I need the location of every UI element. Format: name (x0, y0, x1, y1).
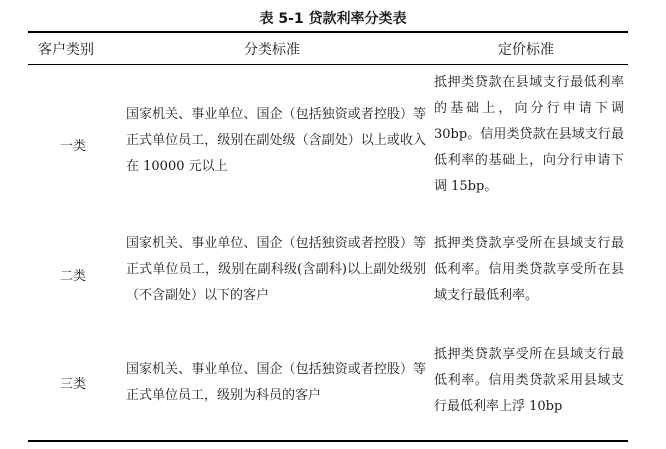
table-bottom-rule (28, 440, 628, 442)
header-category: 客户类别 (38, 42, 94, 58)
row-3-criteria: 国家机关、事业单位、国企（包括独资或者控股）等正式单位员工，级别为科员的客户 (126, 362, 426, 403)
header-pricing: 定价标准 (498, 42, 554, 58)
table-top-rule (28, 31, 628, 33)
header-criteria: 分类标准 (244, 42, 300, 58)
row-2-pricing: 抵押类贷款享受所在县域支行最低利率。信用类贷款享受所在县域支行最低利率。 (434, 236, 624, 303)
row-1-pricing: 抵押类贷款在县域支行最低利率的基础上，向分行申请下调 30bp。信用类贷款在县域支行最低利率的基础上，向分行申请下调 15bp。 (434, 75, 624, 194)
row-1-category: 一类 (60, 139, 87, 154)
row-3-pricing: 抵押类贷款享受所在县域支行最低利率。信用类贷款采用县域支行最低利率上浮 10bp (434, 347, 624, 414)
row-2-category: 二类 (60, 269, 87, 284)
table-header-rule (28, 64, 628, 65)
table-caption: 表 5-1 贷款利率分类表 (259, 11, 407, 27)
row-1-criteria: 国家机关、事业单位、国企（包括独资或者控股）等正式单位员工，级别在副处级（含副处）以上或收入在 10000 元以上 (126, 107, 426, 174)
row-3-category: 三类 (60, 377, 87, 392)
row-2-criteria: 国家机关、事业单位、国企（包括独资或者控股）等正式单位员工，级别在副科级(含副科)以上副处级别（不含副处）以下的客户 (126, 236, 426, 303)
